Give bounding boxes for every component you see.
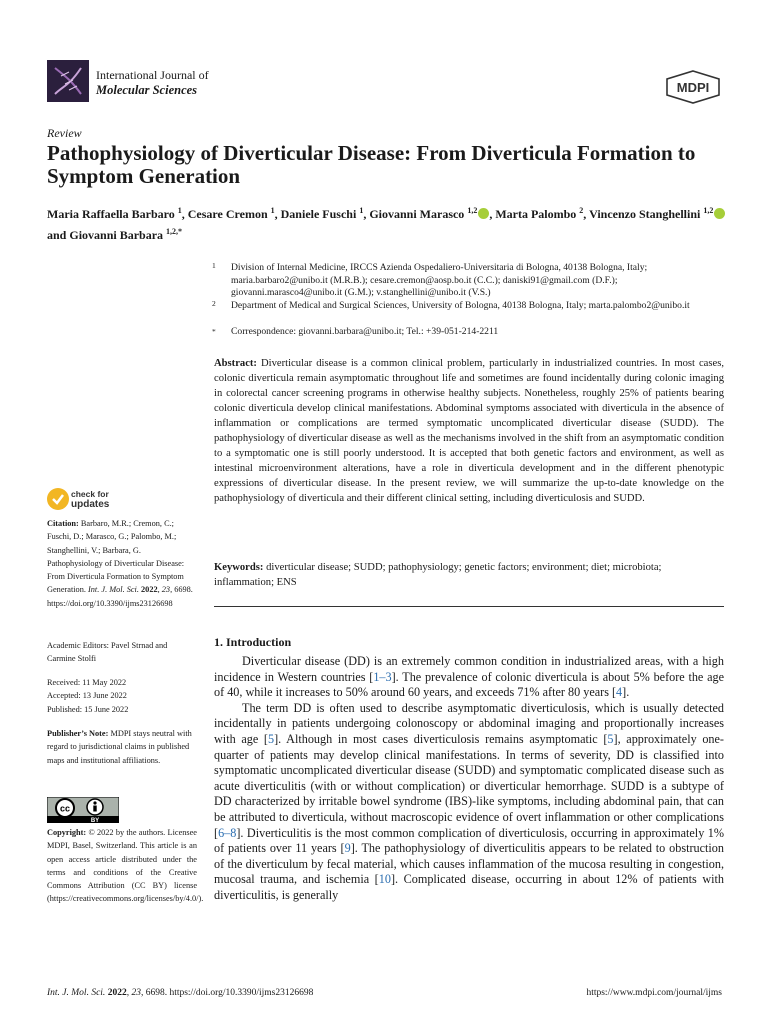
author-affiliation-sup: 1,2,* [166, 227, 183, 236]
author-name[interactable]: Giovanni Marasco [369, 207, 468, 221]
reference-link[interactable]: 9 [344, 841, 351, 856]
keywords [214, 560, 724, 590]
author-name[interactable]: Vincenzo Stanghellini [589, 207, 704, 221]
keywords-text: diverticular disease; SUDD; pathophysiology; genetic factors; environment; diet; microbiota; inflammation; ENS [214, 562, 662, 588]
by-label: BY [90, 818, 100, 823]
academic-editors: Academic Editors: Pavel Strnad and Carmine Stolfi [47, 641, 168, 664]
paragraph: The term DD is often used to describe asymptomatic diverticulosis, which is usually detected incidentally in patients undergoing colonoscopy or abdominal imaging and proportionally increases with age [5]. Although in most cases diverticulosis remains asymptomatic [5], approximately one-quarter of patients may develop clinical manifestations. In terms of severity, DD is classified into symptomatic uncomplicated diverticular disease (SUDD) and symptomatic complicated disease such as acute diverticulitis (with or without complication) or diverticular hemorrhage. SUDD is a subtype of DD characterized by irritable bowel syndrome (IBS)-like symptoms, including abdominal pain, that can be attributed to diverticula, without macroscopic evidence of overt inflammation or other complications [6–8]. Diverticulitis is the most common complication of diverticulosis, occurring in approximately 1% of patients over 11 years [9]. The pathophysiology of diverticulitis appears to be related to obstruction of the diverticulum by fecal material, which causes inflammation of the mucosa resulting in congestion, mucosal trauma, and ischemia [10]. Complicated disease, occurring in about 12% of patients with diverticulitis, is generally [214, 700, 724, 902]
author-affiliation-sup: 2 [579, 206, 584, 215]
author-name[interactable]: Marta Palombo [495, 207, 580, 221]
paragraph: Diverticular disease (DD) is an extremely common condition in industrialized areas, with a high incidence in Western countries [1–3]. The prevalence of colonic diverticula is about 5% before the age of 40, while it increases to 50% around 60 years, and exceeds 71% after 80 years [4]. [214, 654, 725, 700]
orcid-icon[interactable] [714, 208, 725, 219]
footer-year: 2022 [107, 988, 127, 998]
footer-journal: Int. J. Mol. Sci. [47, 988, 106, 998]
journal-logo [47, 60, 89, 102]
reference-link[interactable]: 4 [616, 685, 623, 700]
check-updates-icon [47, 488, 69, 510]
check-updates-line1: check for [71, 489, 109, 499]
citation-label: Citation: [47, 519, 79, 528]
author-affiliation-sup: 1 [359, 206, 364, 215]
affiliation-1 [214, 262, 724, 300]
author-affiliation-sup: 1,2 [467, 206, 478, 215]
footer-journal-url[interactable]: https://www.mdpi.com/journal/ijms [586, 988, 722, 998]
cc-label: cc [59, 803, 71, 814]
footer-doi[interactable]: , 6698. https://doi.org/10.3390/ijms23126698 [140, 988, 314, 998]
footer-volume: 23 [131, 988, 141, 998]
orcid-icon[interactable] [478, 208, 489, 219]
author-name[interactable]: Daniele Fuschi [280, 207, 360, 221]
copyright-block [47, 826, 204, 906]
reference-link[interactable]: 6–8 [218, 825, 237, 840]
author-list: Maria Raffaella Barbaro $^1$, Cesare Cremon $^1$, Daniele Fuschi $^1$, Giovanni Marasco $^{1,2}$ , Marta Palombo $^2$, Vincenzo Stanghellini $^{1,2}$ and Giovanni Barbara $^{1,2,*}$ [47, 202, 727, 244]
date-accepted: Accepted: 13 June 2022 [47, 691, 127, 701]
author-affiliation-sup: 1 [270, 206, 275, 215]
citation-text: Barbaro, M.R.; Cremon, C.; Fuschi, D.; Marasco, G.; Palombo, M.; Stanghellini, V.; Barbara, G. Pathophysiology of Diverticular Disease: From Diverticula Formation to Symptom Generation. [47, 519, 185, 595]
mdpi-logo-text: MDPI [676, 80, 710, 95]
citation-block: Citation: Barbaro, M.R.; Cremon, C.; Fuschi, D.; Marasco, G.; Palombo, M.; Stanghellini, V.; Barbara, G. Pathophysiology of Diverticular Disease: From Diverticula Formation to Symptom Generation. Int. J. Mol. Sci. 2022, 23, 6698. https://doi.org/10.3390/ijms23126698 [47, 519, 193, 608]
citation-doi[interactable]: , 6698. https://doi.org/10.3390/ijms23126698 [47, 585, 193, 608]
affiliation-text: Department of Medical and Surgical Sciences, University of Bologna, 40138 Bologna, Italy; marta.palombo2@unibo.it [231, 300, 690, 311]
keywords-label: Keywords: [214, 562, 264, 573]
reference-link[interactable]: 10 [378, 872, 391, 887]
footer-citation: Int. J. Mol. Sci. 2022, 23, 6698. https://doi.org/10.3390/ijms23126698 [47, 988, 314, 998]
date-published: Published: 15 June 2022 [47, 704, 129, 714]
date-received: Received: 11 May 2022 [47, 678, 127, 687]
abstract-label: Abstract: [214, 358, 257, 369]
author-name[interactable]: Cesare Cremon [187, 207, 271, 221]
affiliation-2 [214, 300, 724, 313]
check-updates-line2: updates [71, 498, 110, 510]
correspondence-text: Correspondence: giovanni.barbara@unibo.it; Tel.: +39-051-214-2211 [231, 326, 499, 337]
author-affiliation-sup: 1 [177, 206, 182, 215]
reference-link[interactable]: 5 [607, 731, 614, 746]
citation-year: 2022 [141, 585, 158, 595]
publisher-note-label: Publisher’s Note: [47, 729, 109, 738]
section-title: 1. Introduction [214, 635, 292, 649]
journal-name-line1: International Journal of [96, 68, 209, 82]
article-type: Review [47, 126, 82, 140]
affiliation-text: Division of Internal Medicine, IRCCS Azienda Ospedaliero-Universitaria di Bologna, 40138 Bologna, Italy; maria.barbaro2@unibo.it (M.R.B.); cesare.cremon@aosp.bo.it (C.C.); daniski91@gmail.com (D.F.); giovanni.marasco4@unibo.it (G.M.); v.stanghellini@unibo.it (V.S.) [231, 262, 648, 298]
mdpi-logo [664, 70, 722, 104]
reference-link[interactable]: 5 [267, 731, 275, 746]
abstract [214, 356, 724, 506]
article-dates [47, 676, 197, 716]
citation-volume: 23 [161, 585, 171, 595]
publisher-note-text: MDPI stays neutral with regard to jurisdictional claims in published maps and institutional affiliations. [47, 729, 192, 765]
publisher-note [47, 727, 197, 767]
author-name[interactable]: Giovanni Barbara [69, 228, 167, 242]
mdpi-hexagon-icon [664, 70, 722, 104]
check-for-updates-badge[interactable] [47, 487, 119, 513]
correspondence [214, 326, 724, 339]
cc-by-license-badge[interactable] [47, 797, 119, 823]
citation-journal: Int. J. Mol. Sci. [88, 585, 139, 595]
author-affiliation-sup: 1,2 [703, 206, 714, 215]
copyright-text: © 2022 by the authors. Licensee MDPI, Basel, Switzerland. This article is an open access article distributed under the terms and conditions of the Creative Commons Attribution (CC BY) license (https://creativecommons.org/licenses/by/4.0/). [47, 828, 204, 904]
copyright-label: Copyright: [47, 828, 87, 837]
introduction-body [214, 654, 724, 904]
author-name[interactable]: Maria Raffaella Barbaro [47, 207, 178, 221]
correspondence-marker: * [212, 327, 216, 336]
cc-by-icon [47, 797, 119, 823]
affiliation-number: 1 [212, 261, 216, 270]
page-title: Pathophysiology of Diverticular Disease: From Diverticula Formation to Symptom Generation [47, 141, 696, 188]
section-divider [214, 606, 724, 607]
dna-icon [47, 60, 89, 102]
journal-name-line2: Molecular Sciences [96, 83, 198, 97]
abstract-text: Diverticular disease is a common clinical problem, particularly in industrialized countries. In most cases, colonic diverticula remain asymptomatic throughout life and sometimes are found incidentally during colonic imaging in colorectal cancer screening programs in otherwise healthy subjects. Nonetheless, roughly 25% of patients bearing colonic diverticula develop clinical manifestations. Abdominal symptoms associated with diverticula in the absence of inflammation or complications are termed symptomatic uncomplicated diverticular disease (SUDD). The pathophysiology of diverticular disease as well as the mechanisms involved in the shift from an asymptomatic condition to a symptomatic one is still poorly understood. It is accepted that both genetic factors and environment, as well as intestinal microenvironment alterations, have a role in diverticula development and in the different phenotypic expressions of diverticular disease. In the present review, we will summarize the up-to-date knowledge on the pathophysiology of diverticula and their different clinical setting, including diverticulosis and SUDD. [214, 358, 724, 505]
reference-link[interactable]: 1–3 [373, 669, 392, 684]
affiliation-number: 2 [212, 299, 216, 308]
check-updates-text [71, 490, 109, 509]
